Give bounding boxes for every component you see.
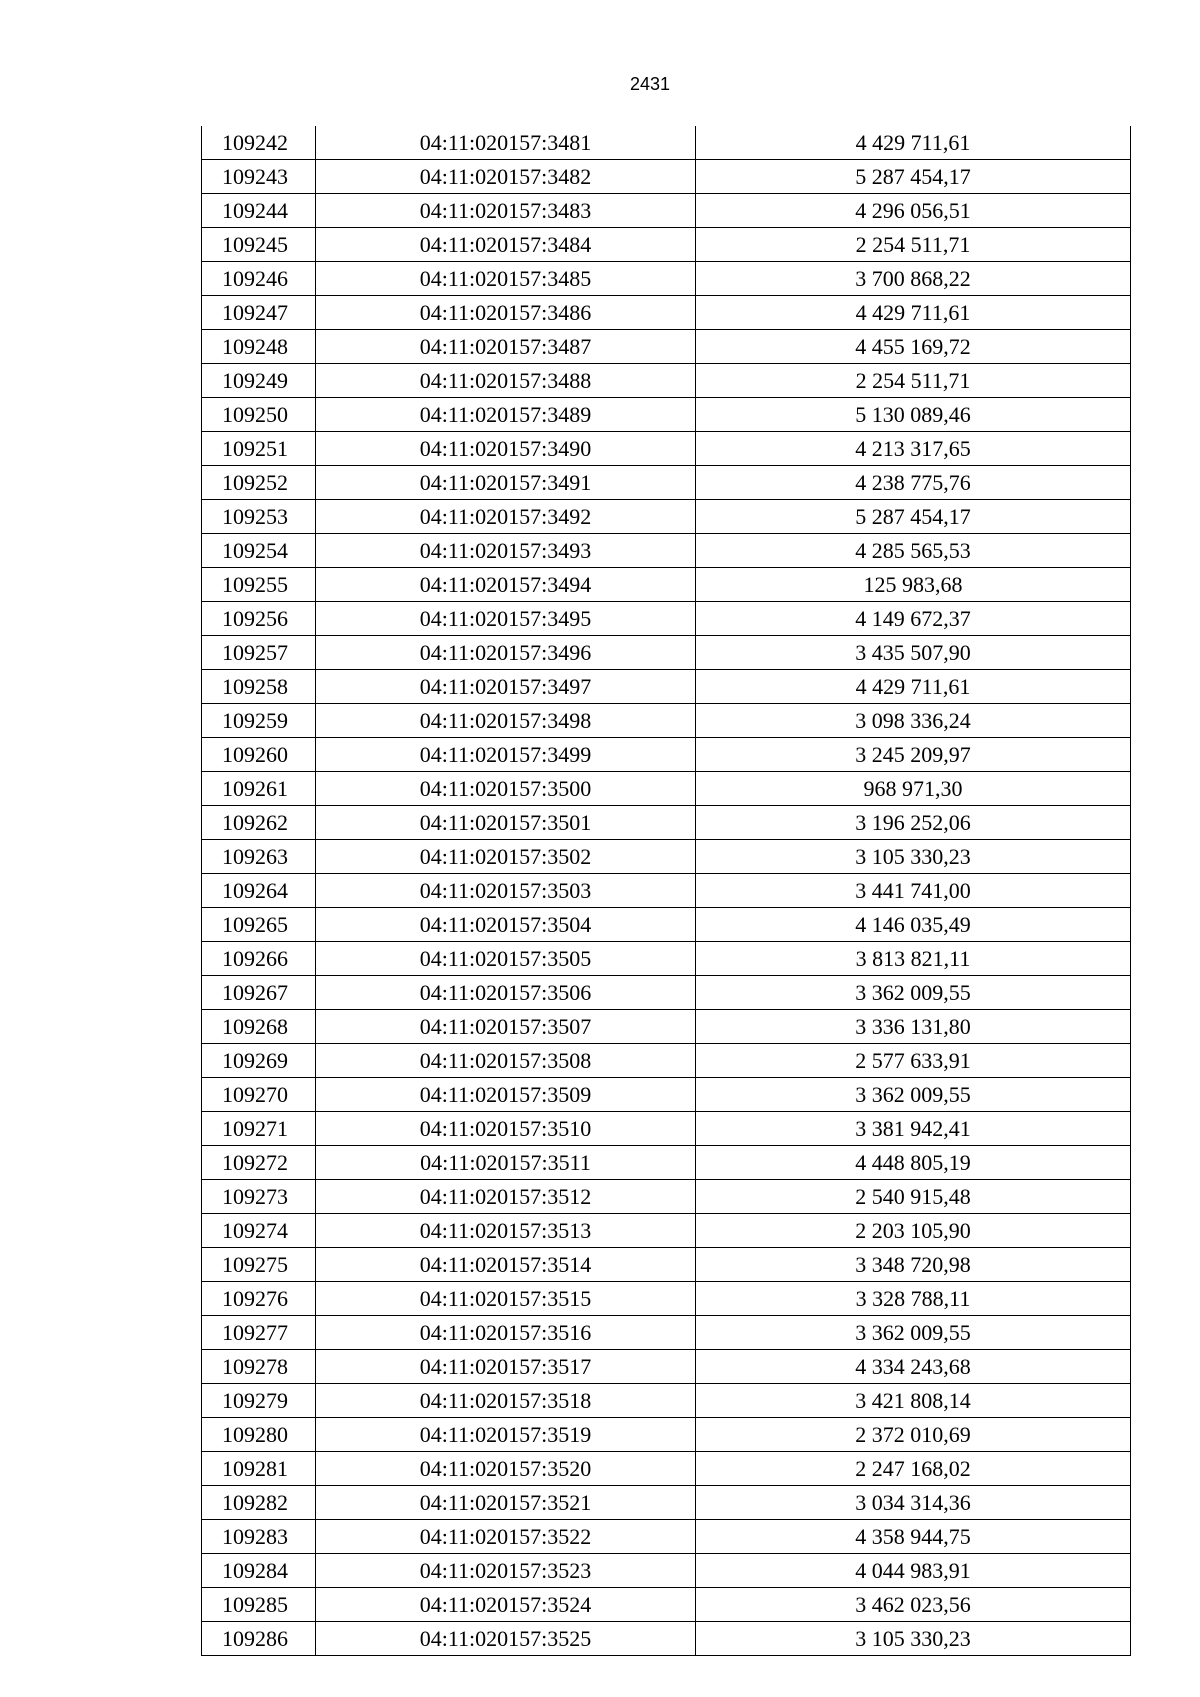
table-row: [202, 330, 1131, 364]
cadastral-number-cell: 04:11:020157:3500: [316, 772, 696, 806]
table-row: [202, 568, 1131, 602]
cadastral-number-cell: 04:11:020157:3522: [316, 1520, 696, 1554]
cadastral-number-cell: 04:11:020157:3491: [316, 466, 696, 500]
row-number-cell: 109267: [202, 976, 316, 1010]
table-row: [202, 1554, 1131, 1588]
row-number-cell: 109283: [202, 1520, 316, 1554]
row-number-cell: 109279: [202, 1384, 316, 1418]
cadastral-number-cell: 04:11:020157:3514: [316, 1248, 696, 1282]
cadastral-value-cell: 3 098 336,24: [696, 704, 1131, 738]
row-number-cell: 109285: [202, 1588, 316, 1622]
cadastral-value-cell: 2 254 511,71: [696, 364, 1131, 398]
row-number-cell: 109243: [202, 160, 316, 194]
cadastral-number-cell: 04:11:020157:3505: [316, 942, 696, 976]
row-number-cell: 109263: [202, 840, 316, 874]
table-row: [202, 1384, 1131, 1418]
row-number-cell: 109278: [202, 1350, 316, 1384]
cadastral-value-cell: 968 971,30: [696, 772, 1131, 806]
cadastral-number-cell: 04:11:020157:3516: [316, 1316, 696, 1350]
table-row: [202, 262, 1131, 296]
table-row: [202, 1418, 1131, 1452]
table-row: [202, 228, 1131, 262]
cadastral-number-cell: 04:11:020157:3481: [316, 126, 696, 160]
cadastral-value-cell: 3 362 009,55: [696, 976, 1131, 1010]
cadastral-number-cell: 04:11:020157:3506: [316, 976, 696, 1010]
cadastral-value-cell: 4 149 672,37: [696, 602, 1131, 636]
cadastral-value-cell: 4 429 711,61: [696, 296, 1131, 330]
table-row: [202, 704, 1131, 738]
table-row: [202, 772, 1131, 806]
cadastral-value-cell: 2 540 915,48: [696, 1180, 1131, 1214]
row-number-cell: 109270: [202, 1078, 316, 1112]
row-number-cell: 109253: [202, 500, 316, 534]
row-number-cell: 109259: [202, 704, 316, 738]
cadastral-number-cell: 04:11:020157:3497: [316, 670, 696, 704]
row-number-cell: 109265: [202, 908, 316, 942]
cadastral-value-cell: 4 296 056,51: [696, 194, 1131, 228]
table-body: [202, 126, 1131, 1656]
table-row: [202, 1486, 1131, 1520]
cadastral-number-cell: 04:11:020157:3511: [316, 1146, 696, 1180]
cadastral-number-cell: 04:11:020157:3517: [316, 1350, 696, 1384]
row-number-cell: 109268: [202, 1010, 316, 1044]
cadastral-value-cell: 3 381 942,41: [696, 1112, 1131, 1146]
cadastral-value-cell: 5 287 454,17: [696, 500, 1131, 534]
row-number-cell: 109275: [202, 1248, 316, 1282]
cadastral-number-cell: 04:11:020157:3485: [316, 262, 696, 296]
cadastral-number-cell: 04:11:020157:3520: [316, 1452, 696, 1486]
cadastral-number-cell: 04:11:020157:3518: [316, 1384, 696, 1418]
table-row: [202, 126, 1131, 160]
table-row: [202, 1282, 1131, 1316]
cadastral-value-cell: 3 105 330,23: [696, 840, 1131, 874]
cadastral-value-cell: 2 203 105,90: [696, 1214, 1131, 1248]
cadastral-value-cell: 4 238 775,76: [696, 466, 1131, 500]
cadastral-number-cell: 04:11:020157:3496: [316, 636, 696, 670]
table-row: [202, 602, 1131, 636]
cadastral-value-cell: 3 336 131,80: [696, 1010, 1131, 1044]
table-row: [202, 1588, 1131, 1622]
cadastral-value-cell: 5 287 454,17: [696, 160, 1131, 194]
row-number-cell: 109254: [202, 534, 316, 568]
cadastral-value-cell: 4 044 983,91: [696, 1554, 1131, 1588]
row-number-cell: 109277: [202, 1316, 316, 1350]
cadastral-value-cell: 3 348 720,98: [696, 1248, 1131, 1282]
table-row: [202, 908, 1131, 942]
cadastral-number-cell: 04:11:020157:3494: [316, 568, 696, 602]
row-number-cell: 109264: [202, 874, 316, 908]
cadastral-value-cell: 3 813 821,11: [696, 942, 1131, 976]
row-number-cell: 109252: [202, 466, 316, 500]
cadastral-number-cell: 04:11:020157:3512: [316, 1180, 696, 1214]
page-number: 2431: [629, 74, 671, 94]
table-row: [202, 1214, 1131, 1248]
row-number-cell: 109282: [202, 1486, 316, 1520]
cadastral-number-cell: 04:11:020157:3525: [316, 1622, 696, 1656]
cadastral-number-cell: 04:11:020157:3498: [316, 704, 696, 738]
cadastral-value-cell: 3 435 507,90: [696, 636, 1131, 670]
cadastral-value-cell: 3 441 741,00: [696, 874, 1131, 908]
cadastral-number-cell: 04:11:020157:3493: [316, 534, 696, 568]
table-row: [202, 1452, 1131, 1486]
cadastral-value-table: [201, 126, 1131, 1656]
row-number-cell: 109272: [202, 1146, 316, 1180]
row-number-cell: 109262: [202, 806, 316, 840]
cadastral-number-cell: 04:11:020157:3504: [316, 908, 696, 942]
cadastral-number-cell: 04:11:020157:3510: [316, 1112, 696, 1146]
row-number-cell: 109250: [202, 398, 316, 432]
cadastral-number-cell: 04:11:020157:3519: [316, 1418, 696, 1452]
cadastral-number-cell: 04:11:020157:3521: [316, 1486, 696, 1520]
table-row: [202, 398, 1131, 432]
row-number-cell: 109286: [202, 1622, 316, 1656]
cadastral-value-cell: 5 130 089,46: [696, 398, 1131, 432]
cadastral-number-cell: 04:11:020157:3483: [316, 194, 696, 228]
table-row: [202, 1180, 1131, 1214]
row-number-cell: 109274: [202, 1214, 316, 1248]
cadastral-number-cell: 04:11:020157:3502: [316, 840, 696, 874]
cadastral-number-cell: 04:11:020157:3524: [316, 1588, 696, 1622]
cadastral-number-cell: 04:11:020157:3501: [316, 806, 696, 840]
row-number-cell: 109284: [202, 1554, 316, 1588]
cadastral-value-cell: 4 146 035,49: [696, 908, 1131, 942]
row-number-cell: 109281: [202, 1452, 316, 1486]
cadastral-value-cell: 4 213 317,65: [696, 432, 1131, 466]
cadastral-number-cell: 04:11:020157:3513: [316, 1214, 696, 1248]
table-row: [202, 364, 1131, 398]
cadastral-number-cell: 04:11:020157:3507: [316, 1010, 696, 1044]
cadastral-number-cell: 04:11:020157:3486: [316, 296, 696, 330]
table-row: [202, 194, 1131, 228]
table-row: [202, 636, 1131, 670]
cadastral-value-cell: 3 362 009,55: [696, 1316, 1131, 1350]
table-row: [202, 1520, 1131, 1554]
table-row: [202, 1078, 1131, 1112]
cadastral-value-cell: 2 372 010,69: [696, 1418, 1131, 1452]
row-number-cell: 109242: [202, 126, 316, 160]
cadastral-value-cell: 4 455 169,72: [696, 330, 1131, 364]
table-row: [202, 466, 1131, 500]
table-row: [202, 1146, 1131, 1180]
cadastral-number-cell: 04:11:020157:3488: [316, 364, 696, 398]
table-row: [202, 976, 1131, 1010]
table-row: [202, 738, 1131, 772]
cadastral-number-cell: 04:11:020157:3495: [316, 602, 696, 636]
cadastral-value-cell: 4 334 243,68: [696, 1350, 1131, 1384]
cadastral-number-cell: 04:11:020157:3509: [316, 1078, 696, 1112]
cadastral-number-cell: 04:11:020157:3499: [316, 738, 696, 772]
cadastral-value-cell: 3 245 209,97: [696, 738, 1131, 772]
table-row: [202, 1010, 1131, 1044]
row-number-cell: 109251: [202, 432, 316, 466]
cadastral-value-cell: 3 328 788,11: [696, 1282, 1131, 1316]
row-number-cell: 109246: [202, 262, 316, 296]
cadastral-value-cell: 125 983,68: [696, 568, 1131, 602]
cadastral-value-cell: 3 362 009,55: [696, 1078, 1131, 1112]
row-number-cell: 109271: [202, 1112, 316, 1146]
cadastral-value-cell: 3 196 252,06: [696, 806, 1131, 840]
row-number-cell: 109273: [202, 1180, 316, 1214]
cadastral-number-cell: 04:11:020157:3523: [316, 1554, 696, 1588]
table-row: [202, 432, 1131, 466]
cadastral-value-cell: 2 254 511,71: [696, 228, 1131, 262]
cadastral-value-cell: 4 448 805,19: [696, 1146, 1131, 1180]
cadastral-value-cell: 2 577 633,91: [696, 1044, 1131, 1078]
table-row: [202, 1112, 1131, 1146]
table-row: [202, 840, 1131, 874]
cadastral-value-cell: 4 285 565,53: [696, 534, 1131, 568]
table-row: [202, 534, 1131, 568]
table-row: [202, 296, 1131, 330]
row-number-cell: 109248: [202, 330, 316, 364]
row-number-cell: 109261: [202, 772, 316, 806]
table-row: [202, 874, 1131, 908]
table-row: [202, 500, 1131, 534]
cadastral-value-cell: 3 421 808,14: [696, 1384, 1131, 1418]
cadastral-value-cell: 3 462 023,56: [696, 1588, 1131, 1622]
row-number-cell: 109247: [202, 296, 316, 330]
cadastral-number-cell: 04:11:020157:3489: [316, 398, 696, 432]
cadastral-number-cell: 04:11:020157:3515: [316, 1282, 696, 1316]
row-number-cell: 109255: [202, 568, 316, 602]
row-number-cell: 109260: [202, 738, 316, 772]
cadastral-value-cell: 3 105 330,23: [696, 1622, 1131, 1656]
row-number-cell: 109244: [202, 194, 316, 228]
table-row: [202, 1248, 1131, 1282]
table-row: [202, 1316, 1131, 1350]
table-row: [202, 670, 1131, 704]
row-number-cell: 109276: [202, 1282, 316, 1316]
cadastral-number-cell: 04:11:020157:3482: [316, 160, 696, 194]
cadastral-number-cell: 04:11:020157:3490: [316, 432, 696, 466]
table-row: [202, 160, 1131, 194]
row-number-cell: 109249: [202, 364, 316, 398]
table-row: [202, 1044, 1131, 1078]
row-number-cell: 109280: [202, 1418, 316, 1452]
cadastral-value-cell: 3 034 314,36: [696, 1486, 1131, 1520]
row-number-cell: 109266: [202, 942, 316, 976]
cadastral-value-cell: 4 429 711,61: [696, 670, 1131, 704]
row-number-cell: 109258: [202, 670, 316, 704]
cadastral-value-cell: 2 247 168,02: [696, 1452, 1131, 1486]
table-row: [202, 1622, 1131, 1656]
cadastral-number-cell: 04:11:020157:3503: [316, 874, 696, 908]
table-row: [202, 806, 1131, 840]
cadastral-value-cell: 3 700 868,22: [696, 262, 1131, 296]
row-number-cell: 109269: [202, 1044, 316, 1078]
cadastral-number-cell: 04:11:020157:3508: [316, 1044, 696, 1078]
cadastral-value-cell: 4 358 944,75: [696, 1520, 1131, 1554]
cadastral-value-cell: 4 429 711,61: [696, 126, 1131, 160]
cadastral-number-cell: 04:11:020157:3492: [316, 500, 696, 534]
table-row: [202, 942, 1131, 976]
row-number-cell: 109257: [202, 636, 316, 670]
cadastral-number-cell: 04:11:020157:3487: [316, 330, 696, 364]
row-number-cell: 109256: [202, 602, 316, 636]
cadastral-number-cell: 04:11:020157:3484: [316, 228, 696, 262]
table-row: [202, 1350, 1131, 1384]
row-number-cell: 109245: [202, 228, 316, 262]
